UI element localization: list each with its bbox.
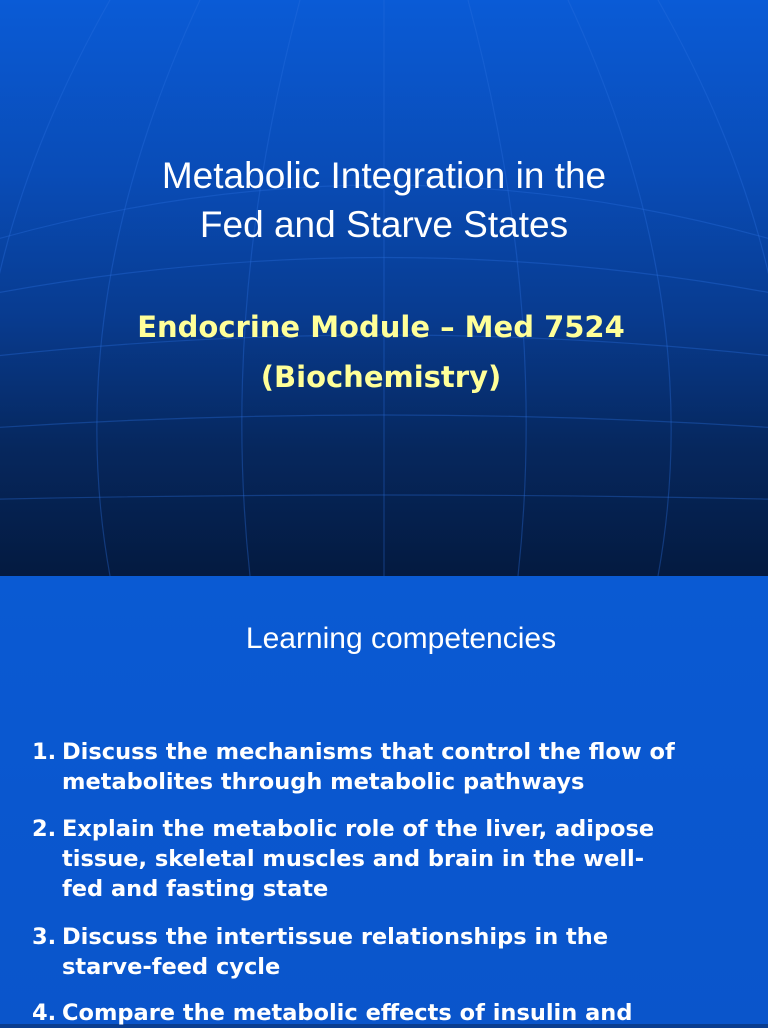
item-line: tissue, skeletal muscles and brain in the well- (62, 846, 645, 872)
competency-item (32, 922, 768, 982)
slide-title-line-2: Fed and Starve States (199, 204, 569, 245)
item-number: 4. (32, 1000, 57, 1026)
item-number: 3. (32, 924, 57, 950)
item-line: Explain the metabolic role of the liver, adipose (62, 816, 655, 842)
item-number: 2. (32, 816, 57, 842)
item-line: metabolites through metabolic pathways (62, 769, 585, 795)
slide-subtitle-line-2: (Biochemistry) (260, 360, 502, 394)
item-line: starve-feed cycle (62, 954, 281, 980)
item-line: fed and fasting state (62, 876, 329, 902)
item-line: Discuss the intertissue relationships in the (62, 924, 609, 950)
item-line: Discuss the mechanisms that control the flow of (62, 739, 675, 765)
competencies-heading: Learning competencies (245, 622, 557, 655)
competency-item (32, 814, 768, 904)
item-line: Compare the metabolic effects of insulin and (62, 1000, 633, 1026)
slide-subtitle-line-1: Endocrine Module – Med 7524 (137, 310, 625, 344)
item-number: 1. (32, 739, 57, 765)
competency-item (32, 737, 768, 797)
slide-title-line-1: Metabolic Integration in the (161, 155, 607, 196)
